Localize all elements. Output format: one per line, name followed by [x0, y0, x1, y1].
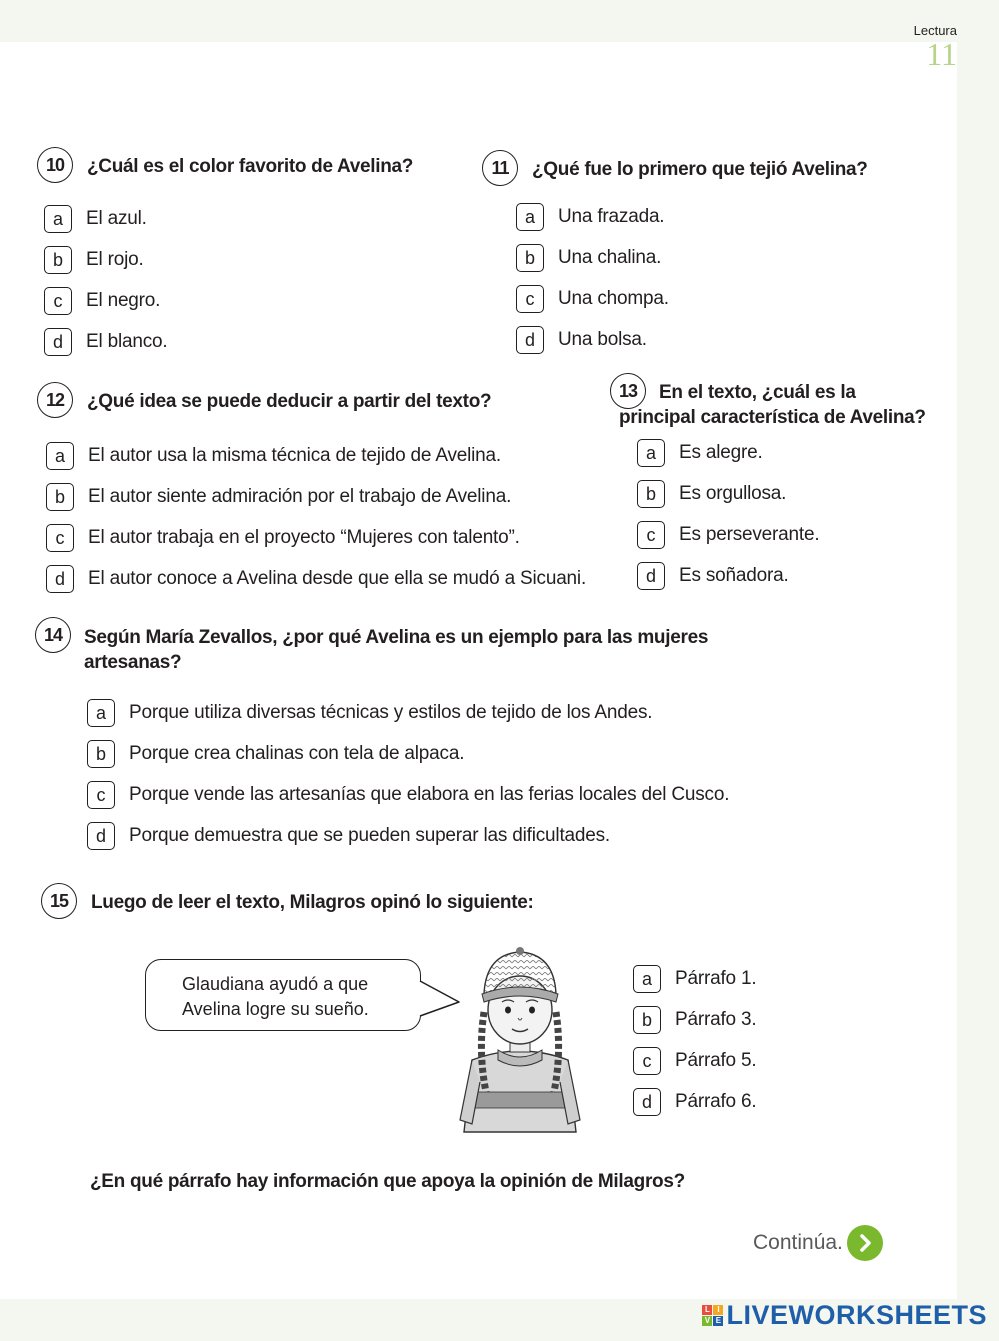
option-letter: b: [637, 480, 665, 508]
q14-option-c[interactable]: [87, 780, 729, 810]
q10-option-b[interactable]: [44, 245, 144, 275]
q13-option-c[interactable]: [637, 520, 819, 550]
girl-illustration-icon: [440, 942, 600, 1147]
q14-option-d[interactable]: [87, 821, 610, 851]
option-text: El autor usa la misma técnica de tejido de Avelina.: [88, 445, 501, 466]
option-letter: b: [44, 246, 72, 274]
option-text: El rojo.: [86, 249, 144, 270]
option-letter: a: [633, 965, 661, 993]
option-text: El autor siente admiración por el trabajo de Avelina.: [88, 486, 512, 507]
q13-option-b[interactable]: [637, 479, 786, 509]
option-letter: a: [87, 699, 115, 727]
q15-option-c[interactable]: [633, 1046, 756, 1076]
q11-option-c[interactable]: [516, 284, 669, 314]
question-11-text: ¿Qué fue lo primero que tejió Avelina?: [532, 159, 868, 180]
option-text: El azul.: [86, 208, 147, 229]
option-letter: d: [516, 326, 544, 354]
q13-option-a[interactable]: [637, 438, 763, 468]
lectura-number: 11: [926, 36, 957, 72]
question-number-12: 12: [37, 382, 73, 418]
option-letter: d: [46, 565, 74, 593]
option-letter: c: [633, 1047, 661, 1075]
option-letter: c: [44, 287, 72, 315]
option-letter: c: [516, 285, 544, 313]
option-text: Porque utiliza diversas técnicas y estilos de tejido de los Andes.: [129, 702, 653, 723]
question-number-13: 13: [610, 373, 646, 409]
q12-option-b[interactable]: [46, 482, 511, 512]
option-text: El blanco.: [86, 331, 168, 352]
option-letter: a: [44, 205, 72, 233]
liveworksheets-logo-icon: L I V E: [702, 1305, 723, 1326]
option-text: El negro.: [86, 290, 161, 311]
option-letter: c: [46, 524, 74, 552]
option-letter: a: [637, 439, 665, 467]
option-text: El autor conoce a Avelina desde que ella se mudó a Sicuani.: [88, 568, 587, 589]
q15-option-d[interactable]: [633, 1087, 756, 1117]
question-number-14: 14: [35, 617, 71, 653]
right-band: [957, 0, 999, 1341]
option-text: Porque crea chalinas con tela de alpaca.: [129, 743, 465, 764]
option-letter: b: [633, 1006, 661, 1034]
question-10-text: ¿Cuál es el color favorito de Avelina?: [87, 156, 414, 177]
option-text: Una frazada.: [558, 206, 665, 227]
question-13-text-line2: principal característica de Avelina?: [619, 407, 926, 428]
option-letter: b: [46, 483, 74, 511]
option-text: Es soñadora.: [679, 565, 789, 586]
q15-option-a[interactable]: [633, 964, 756, 994]
option-text: Una chalina.: [558, 247, 662, 268]
q12-option-c[interactable]: [46, 523, 520, 553]
question-number-11: 11: [482, 150, 518, 186]
continue-label: Continúa.: [753, 1231, 843, 1254]
continue-link[interactable]: [753, 1225, 883, 1261]
option-text: Párrafo 5.: [675, 1050, 757, 1071]
option-text: El autor trabaja en el proyecto “Mujeres con talento”.: [88, 527, 520, 548]
option-text: Una chompa.: [558, 288, 669, 309]
option-text: Párrafo 6.: [675, 1091, 757, 1112]
speech-line-2: Avelina logre su sueño.: [182, 999, 369, 1019]
question-14-text-line2: artesanas?: [84, 652, 182, 673]
q12-option-d[interactable]: [46, 564, 586, 594]
option-text: Párrafo 1.: [675, 968, 757, 989]
q10-option-d[interactable]: [44, 327, 167, 357]
speech-line-1: Glaudiana ayudó a que: [182, 974, 369, 994]
lectura-label: Lectura: [913, 23, 957, 38]
chevron-right-icon[interactable]: [847, 1225, 883, 1261]
q10-option-a[interactable]: [44, 204, 147, 234]
option-letter: d: [637, 562, 665, 590]
question-15-followup: ¿En qué párrafo hay información que apoya la opinión de Milagros?: [90, 1171, 685, 1192]
option-letter: b: [516, 244, 544, 272]
option-text: Es alegre.: [679, 442, 763, 463]
option-text: Es perseverante.: [679, 524, 820, 545]
option-text: Es orgullosa.: [679, 483, 787, 504]
question-13-text-line1: En el texto, ¿cuál es la: [659, 382, 856, 403]
q15-option-b[interactable]: [633, 1005, 756, 1035]
option-letter: c: [637, 521, 665, 549]
option-text: Porque vende las artesanías que elabora en las ferias locales del Cusco.: [129, 784, 730, 805]
option-letter: a: [46, 442, 74, 470]
q11-option-d[interactable]: [516, 325, 647, 355]
question-15-text: Luego de leer el texto, Milagros opinó lo siguiente:: [91, 892, 534, 913]
top-band: [0, 0, 999, 42]
q12-option-a[interactable]: [46, 441, 501, 471]
q14-option-b[interactable]: [87, 739, 464, 769]
q11-option-a[interactable]: [516, 202, 664, 232]
option-letter: d: [44, 328, 72, 356]
option-text: Una bolsa.: [558, 329, 647, 350]
option-letter: d: [87, 822, 115, 850]
q11-option-b[interactable]: [516, 243, 661, 273]
brand-text: LIVEWORKSHEETS: [726, 1300, 987, 1330]
option-letter: b: [87, 740, 115, 768]
question-number-10: 10: [37, 147, 73, 183]
option-letter: c: [87, 781, 115, 809]
question-number-15: 15: [41, 883, 77, 919]
option-text: Porque demuestra que se pueden superar las dificultades.: [129, 825, 611, 846]
question-14-text-line1: Según María Zevallos, ¿por qué Avelina es un ejemplo para las mujeres: [84, 627, 709, 648]
liveworksheets-brand: [702, 1300, 987, 1331]
q14-option-a[interactable]: [87, 698, 652, 728]
q13-option-d[interactable]: [637, 561, 789, 591]
option-text: Párrafo 3.: [675, 1009, 757, 1030]
speech-bubble: [145, 959, 421, 1031]
option-letter: d: [633, 1088, 661, 1116]
question-12-text: ¿Qué idea se puede deducir a partir del texto?: [87, 391, 492, 412]
option-letter: a: [516, 203, 544, 231]
q10-option-c[interactable]: [44, 286, 160, 316]
